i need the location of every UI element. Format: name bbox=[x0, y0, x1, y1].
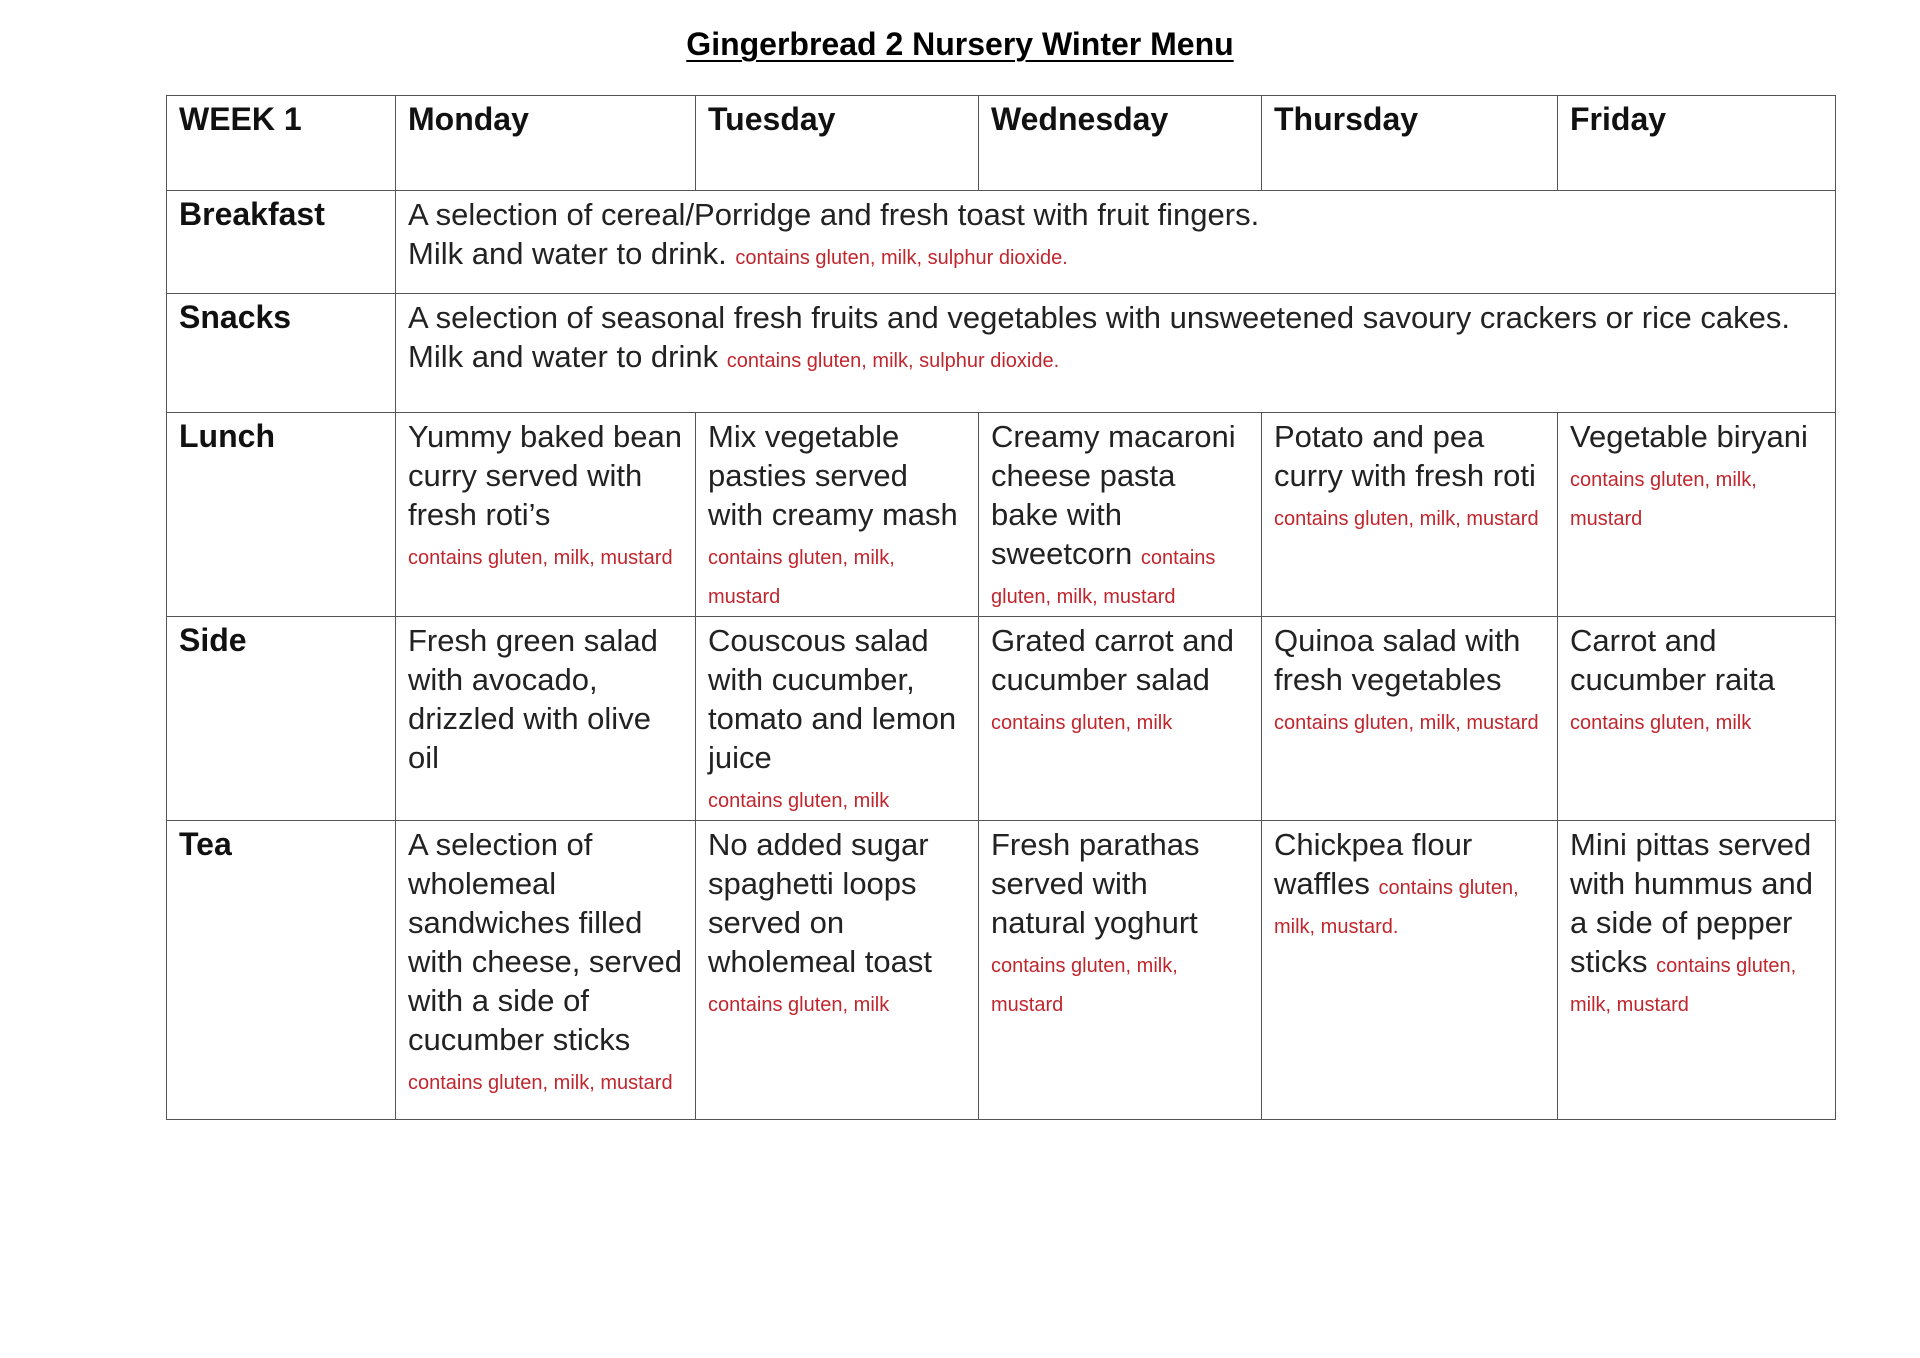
day-wednesday: Wednesday bbox=[979, 96, 1262, 191]
day-tuesday: Tuesday bbox=[696, 96, 979, 191]
tea-dish: Mini pittas served with hummus and a side of pepper sticks bbox=[1570, 827, 1813, 979]
breakfast-label: Breakfast bbox=[167, 191, 396, 294]
side-cell-monday bbox=[396, 617, 696, 821]
tea-dish: A selection of wholemeal sandwiches filled with cheese, served with a side of cucumber sticks bbox=[408, 827, 682, 1057]
lunch-dish: Yummy baked bean curry served with fresh roti’s bbox=[408, 419, 683, 532]
lunch-allergens: contains gluten, milk, mustard bbox=[408, 547, 673, 569]
side-dish: Quinoa salad with fresh vegetables bbox=[1274, 623, 1521, 697]
day-thursday: Thursday bbox=[1262, 96, 1558, 191]
side-dish: Carrot and cucumber raita bbox=[1570, 623, 1776, 697]
tea-allergens: contains gluten, milk, mustard bbox=[991, 955, 1178, 1016]
tea-dish: Chickpea flour waffles bbox=[1274, 827, 1473, 901]
side-cell-friday bbox=[1558, 617, 1836, 821]
tea-cell-friday bbox=[1558, 821, 1836, 1120]
breakfast-row bbox=[167, 191, 1836, 294]
side-dish: Grated carrot and cucumber salad bbox=[991, 623, 1234, 697]
breakfast-allergens: contains gluten, milk, sulphur dioxide. bbox=[735, 247, 1068, 269]
day-monday: Monday bbox=[396, 96, 696, 191]
day-friday: Friday bbox=[1558, 96, 1836, 191]
breakfast-line1: A selection of cereal/Porridge and fresh toast with fruit fingers. bbox=[408, 197, 1260, 232]
header-row bbox=[167, 96, 1836, 191]
lunch-dish: Potato and pea curry with fresh roti bbox=[1274, 419, 1536, 493]
breakfast-line2-wrap bbox=[408, 234, 1823, 273]
side-allergens: contains gluten, milk bbox=[708, 790, 890, 812]
lunch-cell-monday bbox=[396, 413, 696, 617]
tea-dish: No added sugar spaghetti loops served on wholemeal toast bbox=[708, 827, 933, 979]
side-label: Side bbox=[167, 617, 396, 821]
breakfast-cell bbox=[396, 191, 1836, 294]
lunch-cell-wednesday bbox=[979, 413, 1262, 617]
tea-cell-tuesday bbox=[696, 821, 979, 1120]
week-label: WEEK 1 bbox=[167, 96, 396, 191]
lunch-cell-tuesday bbox=[696, 413, 979, 617]
side-cell-tuesday bbox=[696, 617, 979, 821]
lunch-dish: Creamy macaroni cheese pasta bake with sweetcorn bbox=[991, 419, 1236, 571]
lunch-dish: Mix vegetable pasties served with creamy mash bbox=[708, 419, 958, 532]
side-allergens: contains gluten, milk, mustard bbox=[1274, 712, 1539, 734]
side-dish: Fresh green salad with avocado, drizzled with olive oil bbox=[408, 623, 658, 775]
tea-label: Tea bbox=[167, 821, 396, 1120]
lunch-allergens: contains gluten, milk, mustard bbox=[1570, 469, 1757, 530]
tea-allergens: contains gluten, milk bbox=[708, 994, 890, 1016]
lunch-dish: Vegetable biryani bbox=[1570, 419, 1808, 454]
side-allergens: contains gluten, milk bbox=[1570, 712, 1752, 734]
tea-row bbox=[167, 821, 1836, 1120]
tea-allergens: contains gluten, milk, mustard. bbox=[1274, 877, 1519, 938]
snacks-line2: Milk and water to drink bbox=[408, 339, 719, 374]
snacks-cell bbox=[396, 294, 1836, 413]
page-title: Gingerbread 2 Nursery Winter Menu bbox=[686, 26, 1234, 62]
lunch-allergens: contains gluten, milk, mustard bbox=[1274, 508, 1539, 530]
tea-cell-monday bbox=[396, 821, 696, 1120]
side-cell-thursday bbox=[1262, 617, 1558, 821]
tea-allergens: contains gluten, milk, mustard bbox=[1570, 955, 1797, 1016]
lunch-allergens: contains gluten, milk, mustard bbox=[991, 547, 1216, 608]
lunch-label: Lunch bbox=[167, 413, 396, 617]
lunch-allergens: contains gluten, milk, mustard bbox=[708, 547, 895, 608]
menu-table bbox=[166, 95, 1836, 1120]
lunch-cell-thursday bbox=[1262, 413, 1558, 617]
tea-dish: Fresh parathas served with natural yoghurt bbox=[991, 827, 1200, 940]
breakfast-line2: Milk and water to drink. bbox=[408, 236, 727, 271]
side-row bbox=[167, 617, 1836, 821]
tea-allergens: contains gluten, milk, mustard bbox=[408, 1072, 673, 1094]
snacks-line1: A selection of seasonal fresh fruits and vegetables with unsweetened savoury crackers or rice cakes. bbox=[408, 300, 1790, 335]
side-allergens: contains gluten, milk bbox=[991, 712, 1173, 734]
side-cell-wednesday bbox=[979, 617, 1262, 821]
snacks-row bbox=[167, 294, 1836, 413]
snacks-allergens: contains gluten, milk, sulphur dioxide. bbox=[726, 350, 1060, 372]
snacks-label: Snacks bbox=[167, 294, 396, 413]
snacks-line2-wrap bbox=[408, 337, 1823, 376]
lunch-row bbox=[167, 413, 1836, 617]
tea-cell-wednesday bbox=[979, 821, 1262, 1120]
lunch-cell-friday bbox=[1558, 413, 1836, 617]
tea-cell-thursday bbox=[1262, 821, 1558, 1120]
side-dish: Couscous salad with cucumber, tomato and lemon juice bbox=[708, 623, 957, 775]
